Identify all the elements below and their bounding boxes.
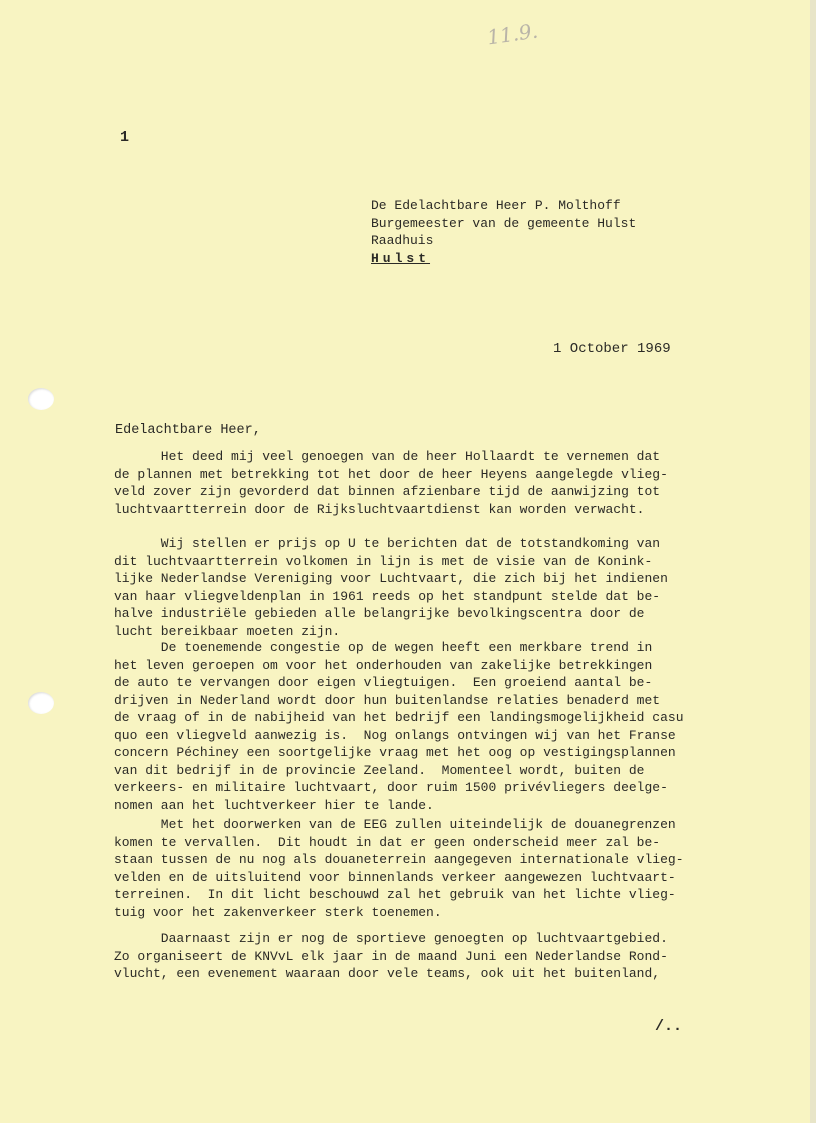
continuation-mark: /.. [655, 1018, 683, 1035]
salutation: Edelachtbare Heer, [115, 423, 261, 438]
paragraph-3: De toenemende congestie op de wegen heeft een merkbare trend in het leven geroepen om voor het onderhouden van zakelijke betrekkingen de auto te vervangen door eigen vliegtuigen. Een groeiend aantal be- drijven in Nederland wordt door hun buitenlandse relaties benaderd met de vraag of in de nabijheid van het bedrijf een landingsmogelijkheid casu quo een vliegveld aanwezig is. Nog onlangs ontvingen wij van het Franse concern Péchiney een soortgelijke vraag met het oog op vestigingsplannen van dit bedrijf in de provincie Zeeland. Momenteel wordt, buiten de verkeers- en militaire luchtvaart, door ruim 1500 privévliegers deelge- nomen aan het luchtverkeer hier te lande. [114, 640, 684, 813]
recipient-name: De Edelachtbare Heer P. Molthoff [371, 198, 621, 213]
recipient-building: Raadhuis [371, 233, 434, 248]
paragraph-4: Met het doorwerken van de EEG zullen uiteindelijk de douanegrenzen komen te vervallen. Dit houdt in dat er geen onderscheid meer zal be- staan tussen de nu nog als douaneterrein aangegeven internationale vlieg- velden en de uitsluitend voor binnenlands verkeer aangewezen luchtvaart- terreinen. In dit licht beschouwd zal het gebruik van het lichte vlieg- tuig voor het zakenverkeer sterk toenemen. [114, 817, 684, 920]
paper-edge [810, 0, 816, 1123]
page-number: 1 [120, 129, 130, 146]
paragraph-2: Wij stellen er prijs op U te berichten dat de totstandkoming van dit luchtvaartterrein volkomen in lijn is met de visie van de Konink- lijke Nederlandse Vereniging voor Luchtvaart, die zich bij het indienen van haar vliegveldenplan in 1961 reeds op het standpunt stelde dat be- halve industriële gebieden alle belangrijke bevolkingscentra door de lucht bereikbaar moeten zijn. [114, 536, 668, 639]
recipient-city: Hulst [371, 250, 431, 266]
paragraph-5: Daarnaast zijn er nog de sportieve genoegten op luchtvaartgebied. Zo organiseert de KNVvL elk jaar in de maand Juni een Nederlandse Rond- vlucht, een evenement waaraan door vele teams, ook uit het buitenland, [114, 931, 668, 981]
punch-hole-top [28, 388, 54, 410]
recipient-title: Burgemeester van de gemeente Hulst [371, 215, 637, 231]
paragraph-1: Het deed mij veel genoegen van de heer Hollaardt te vernemen dat de plannen met betrekking tot het door de heer Heyens aangelegde vlieg- veld zover zijn gevorderd dat binnen afzienbare tijd de aanwijzing tot luchtvaartterrein door de Rijksluchtvaartdienst kan worden verwacht. [114, 449, 668, 517]
handwritten-note: 11.9. [485, 18, 540, 50]
punch-hole-bottom [28, 692, 54, 714]
recipient-address [371, 197, 636, 267]
letter-date: 1 October 1969 [553, 341, 671, 357]
